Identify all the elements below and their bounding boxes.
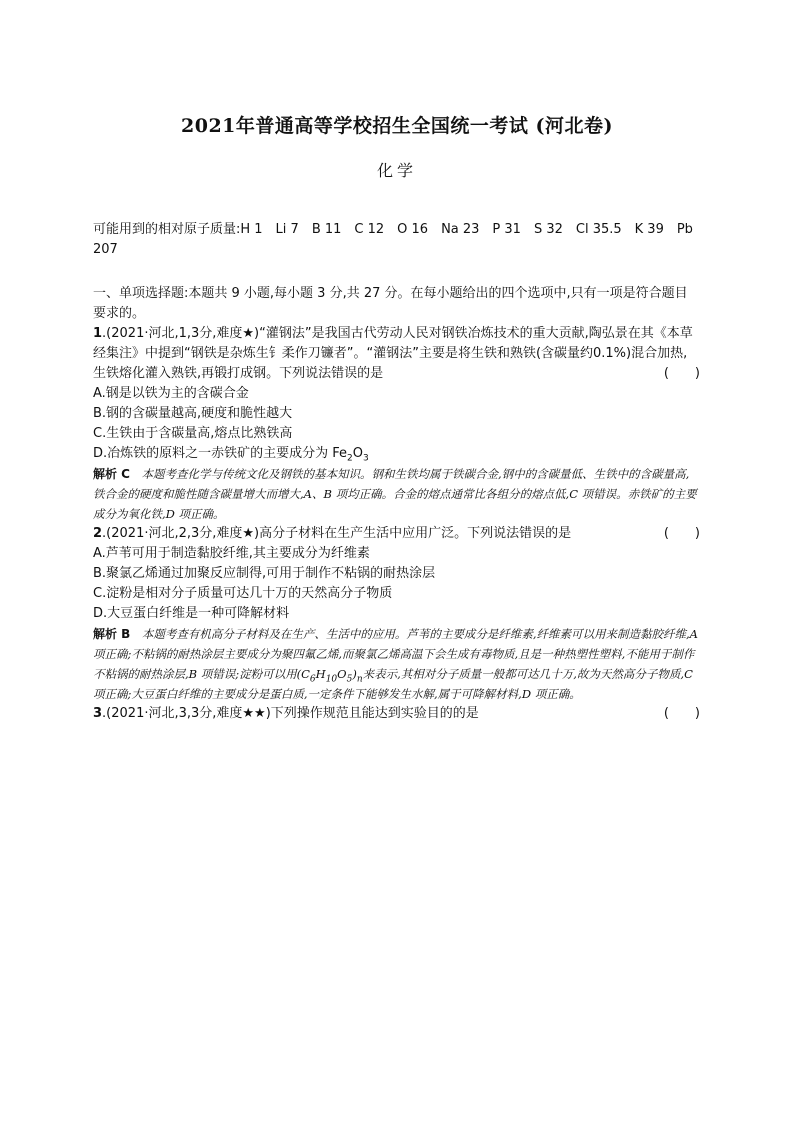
- question-number: 1: [93, 326, 103, 341]
- option-d: D.大豆蛋白纤维是一种可降解材料: [93, 606, 290, 621]
- formula-part: O: [337, 667, 347, 681]
- option-c: C.生铁由于含碳量高,熔点比熟铁高: [93, 426, 293, 441]
- analysis-1: [93, 464, 700, 524]
- page-title: 2021年普通高等学校招生全国统一考试 (河北卷): [181, 115, 613, 137]
- formula-part: H: [315, 667, 326, 681]
- formula-part: ): [352, 667, 357, 681]
- analysis-2: [93, 624, 700, 704]
- document-body: [93, 220, 700, 724]
- option-a: A.钢是以铁为主的含碳合金: [93, 386, 249, 401]
- option-c: C.淀粉是相对分子质量可达几十万的天然高分子物质: [93, 586, 393, 601]
- option-d-text: D.冶炼铁的原料之一赤铁矿的主要成分为 Fe: [93, 446, 348, 461]
- question-text: .(2021·河北,2,3分,难度★)高分子材料在生产生活中应用广泛。下列说法错误的是: [102, 526, 572, 541]
- option-d: [93, 444, 700, 464]
- analysis-label: 解析 C: [93, 467, 130, 481]
- option-b: B.聚氯乙烯通过加聚反应制得,可用于制作不粘锅的耐热涂层: [93, 566, 436, 581]
- subscript: 5: [346, 674, 353, 685]
- answer-blank: ( ): [663, 366, 700, 381]
- analysis-text: 本题考查化学与传统文化及钢铁的基本知识。钢和生铁均属于铁碳合金,钢中的含碳量低、生铁中的含碳量高,铁合金的硬度和脆性随含碳量增大而增大,A、B 项均正确。合金的熔点通常比各组分的熔点低,C 项错误。赤铁矿的主要成分为氧化铁,D 项正确。: [93, 467, 697, 521]
- answer-blank: ( ): [663, 526, 700, 541]
- question-text: .(2021·河北,1,3分,难度★)“灌钢法”是我国古代劳动人民对钢铁冶炼技术的重大贡献,陶弘景在其《本草经集注》中提到“钢铁是杂炼生钅柔作刀镰者”。“灌钢法”主要是将生铁和熟铁(含碳量约0.1%)混合加热,生铁熔化灌入熟铁,再锻打成钢。下列说法错误的是: [93, 326, 693, 381]
- formula-part: O: [352, 446, 364, 461]
- subscript: 10: [325, 674, 338, 685]
- atomic-masses-note: 可能用到的相对原子质量:H 1 Li 7 B 11 C 12 O 16 Na 23 P 31 S 32 Cl 35.5 K 39 Pb 207: [93, 222, 693, 257]
- subscript: n: [356, 674, 363, 685]
- subject-title: 化学: [376, 161, 417, 180]
- analysis-label: 解析 B: [93, 627, 131, 641]
- subscript: 6: [309, 674, 316, 685]
- section-title: 一、单项选择题:本题共 9 小题,每小题 3 分,共 27 分。在每小题给出的四个选项中,只有一项是符合题目要求的。: [93, 286, 688, 321]
- question-1: [93, 324, 700, 384]
- subscript: 2: [347, 453, 353, 464]
- option-a: A.芦苇可用于制造黏胶纤维,其主要成分为纤维素: [93, 546, 370, 561]
- answer-blank: ( ): [663, 706, 700, 721]
- question-number: 2: [93, 526, 103, 541]
- question-2: [93, 524, 700, 544]
- analysis-text: 本题考查有机高分子材料及在生产、生活中的应用。芦苇的主要成分是纤维素,纤维素可以用来制造黏胶纤维,A 项正确;不粘锅的耐热涂层主要成分为聚四氟乙烯,而聚氯乙烯高温下会生成有毒物质,且是一种热塑性塑料,不能用于制作不粘锅的耐热涂层,B 项错误;淀粉可以用(C: [93, 627, 698, 681]
- question-text: .(2021·河北,3,3分,难度★★)下列操作规范且能达到实验目的的是: [102, 706, 479, 721]
- option-b: B.钢的含碳量越高,硬度和脆性越大: [93, 406, 293, 421]
- subscript: 3: [363, 453, 369, 464]
- analysis-text-continued: 来表示,其相对分子质量一般都可达几十万,故为天然高分子物质,C 项正确;大豆蛋白纤维的主要成分是蛋白质,一定条件下能够发生水解,属于可降解材料,D 项正确。: [93, 667, 693, 701]
- question-3: [93, 704, 700, 724]
- question-number: 3: [93, 706, 103, 721]
